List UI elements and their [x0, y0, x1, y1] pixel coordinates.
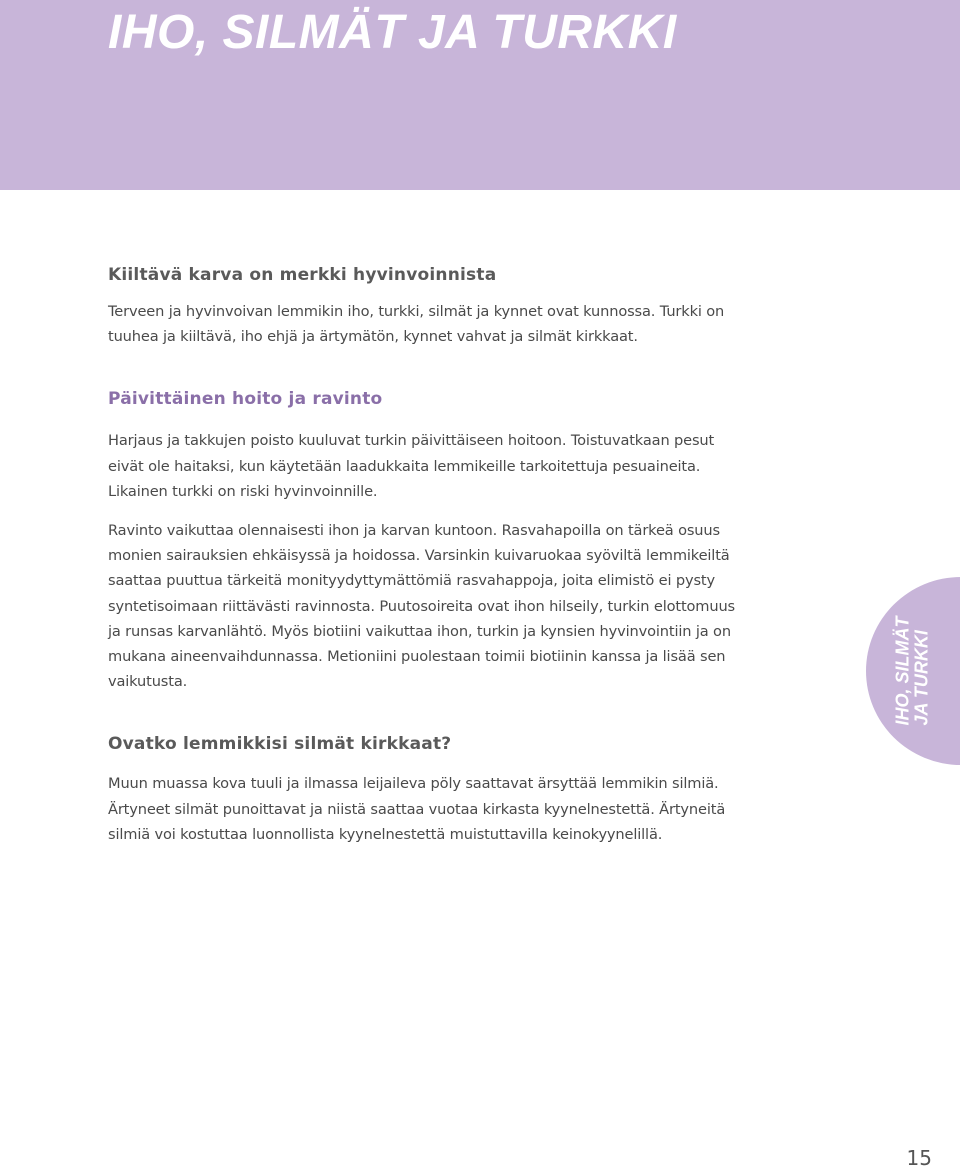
header-band	[0, 0, 960, 190]
side-tab-label	[865, 577, 960, 765]
section-heading-eyes: Ovatko lemmikkisi silmät kirkkaat?	[108, 734, 452, 755]
page-number: 15	[906, 1146, 932, 1170]
section-paragraph-shiny-coat: Terveen ja hyvinvoivan lemmikin iho, turkki, silmät ja kynnet ovat kunnossa. Turkki on tuuhea ja kiiltävä, iho ehjä ja ärtymätön, kynnet vahvat ja silmät kirkkaat.	[108, 303, 725, 346]
section-paragraph-nutrition: Ravinto vaikuttaa olennaisesti ihon ja karvan kuntoon. Rasvahapoilla on tärkeä osuus monien sairauksien ehkäisyssä ja hoidossa. Varsinkin kuivaruokaa syöviltä lemmikeiltä saattaa puuttua tärkeitä monityydyttymättömiä rasvahappoja, joita elimistö ei pysty syntetisoimaan riittävästi ravinnosta. Puutosoireita ovat ihon hilseily, turkin elottomuus ja runsas karvanlähtö. Myös biotiini vaikuttaa ihon, turkin ja kynsien hyvinvointiin ja on mukana aineenvaihdunnassa. Metioniini puolestaan toimii biotiinin kanssa ja lisää sen vaikutusta.	[108, 522, 736, 691]
page-title: IHO, SILMÄT JA TURKKI	[108, 6, 677, 59]
section-paragraph-daily-care: Harjaus ja takkujen poisto kuuluvat turkin päivittäiseen hoitoon. Toistuvatkaan pesut eivät ole haitaksi, kun käytetään laadukkaita lemmikeille tarkoitettuja pesuaineita. Likainen turkki on riski hyvinvoinnille.	[108, 432, 715, 500]
side-tab-line-2: JA TURKKI	[911, 630, 932, 726]
article-body	[108, 258, 748, 847]
side-tab-line-1: IHO, SILMÄT	[892, 616, 913, 726]
section-paragraph-eyes: Muun muassa kova tuuli ja ilmassa leijaileva pöly saattavat ärsyttää lemmikin silmiä. Ärtyneet silmät punoittavat ja niistä saattaa vuotaa kirkasta kyynelnestettä. Ärtyneitä silmiä voi kostuttaa luonnollista kyynelnestettä muistuttavilla keinokyynelillä.	[108, 775, 726, 843]
section-heading-shiny-coat: Kiiltävä karva on merkki hyvinvoinnista	[108, 265, 497, 285]
section-heading-daily-care: Päivittäinen hoito ja ravinto	[108, 389, 383, 410]
